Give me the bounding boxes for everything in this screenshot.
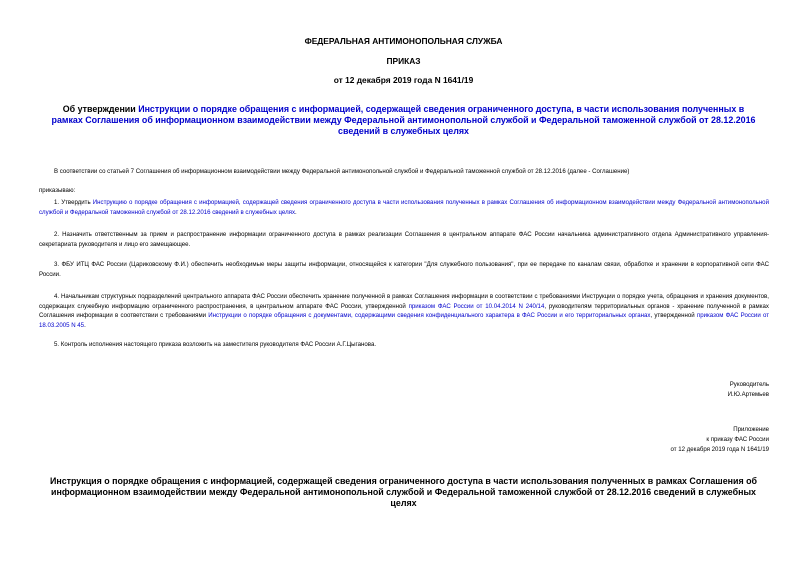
- order-240-link[interactable]: приказом ФАС России от 10.04.2014 N 240/14: [408, 302, 545, 310]
- item-4: [39, 292, 769, 330]
- item-1-end: .: [295, 208, 297, 216]
- doc-type: ПРИКАЗ: [386, 56, 421, 66]
- order-45-link[interactable]: приказом ФАС России от 18.03.2005 N 45: [39, 312, 769, 329]
- appendix-date: от 12 декабря 2019 года N 1641/19: [670, 446, 769, 453]
- title-prefix: Об утверждении: [62, 104, 139, 114]
- preamble: В соответствии со статьей 7 Соглашения об информационном взаимодействии между Федеральной антимонопольной службой и Федеральной таможенной службой от 28.12.2016 (далее - Соглашение): [54, 168, 630, 175]
- item-4-text-a: 4. Начальникам структурных подразделений центрального аппарата ФАС России обеспечить хранение полученной в рамках Соглашения информации в соответствии с требованиями Инструкции о порядке учета, обращения и хранения документов, содержащих служебную информацию ограниченного распространения, в центральном аппарате ФАС России, утвержденной: [39, 293, 769, 310]
- item-2: 2. Назначить ответственным за прием и распространение информации ограниченного доступа в рамках реализации Соглашения в центральном аппарате ФАС России начальника административного отдела Административного управления-секретариата руководителя и лицо его замещающее.: [39, 231, 769, 248]
- doc-date-number: от 12 декабря 2019 года N 1641/19: [333, 75, 474, 85]
- confidential-instruction-link[interactable]: Инструкции о порядке обращения с документами, содержащими сведения конфиденциального характера в ФАС России и его территориальных органах: [208, 312, 651, 320]
- page-title: [48, 104, 759, 137]
- appendix-order: к приказу ФАС России: [706, 436, 769, 443]
- item-3: 3. ФБУ ИТЦ ФАС России (Цариковскому Ф.И.) обеспечить необходимые меры защиты информации, относящейся к категории "Для служебного пользования", при ее передаче по каналам связи, обработке и хранении в корпоративной сети ФАС России.: [39, 261, 769, 278]
- item-4-end: .: [84, 321, 86, 329]
- item-5: 5. Контроль исполнения настоящего приказа возложить на заместителя руководителя ФАС России А.Г.Цыганова.: [54, 341, 377, 348]
- title-instruction-link[interactable]: Инструкции о порядке обращения с информацией, содержащей сведения ограниченного доступа, в части использования полученных в рамках Соглашения об информационном взаимодействии между Федеральной антимонопольной службой и Федеральной таможенной службой от 28.12.2016 сведений в служебных целях: [51, 104, 756, 136]
- signature-position: Руководитель: [729, 381, 769, 388]
- item-4-text-b: , руководителям территориальных органов - хранение полученной в рамках Соглашения информации в соответствии с требованиями: [39, 302, 769, 320]
- item-1: [39, 198, 769, 217]
- instruction-title: Инструкция о порядке обращения с информацией, содержащей сведения ограниченного доступа в части использования полученных в рамках Соглашения об информационном взаимодействии между Федеральной антимонопольной службой и Федеральной таможенной службой от 28.12.2016 сведений в служебных целях: [49, 476, 758, 508]
- item-4-text-c: , утвержденной: [650, 312, 697, 320]
- item-1-instruction-link[interactable]: Инструкцию о порядке обращения с информацией, содержащей сведения ограниченного доступа в части использования полученных в рамках Соглашения об информационном взаимодействии между Федеральной антимонопольной службой и Федеральной таможенной службой от 28.12.2016 сведений в служебных целях: [39, 199, 769, 216]
- signature-name: И.Ю.Артемьев: [727, 391, 769, 398]
- appendix-label: Приложение: [733, 426, 769, 433]
- item-1-text: 1. Утвердить: [54, 199, 93, 206]
- order-word: приказываю:: [39, 187, 76, 194]
- agency-name: ФЕДЕРАЛЬНАЯ АНТИМОНОПОЛЬНАЯ СЛУЖБА: [304, 36, 503, 46]
